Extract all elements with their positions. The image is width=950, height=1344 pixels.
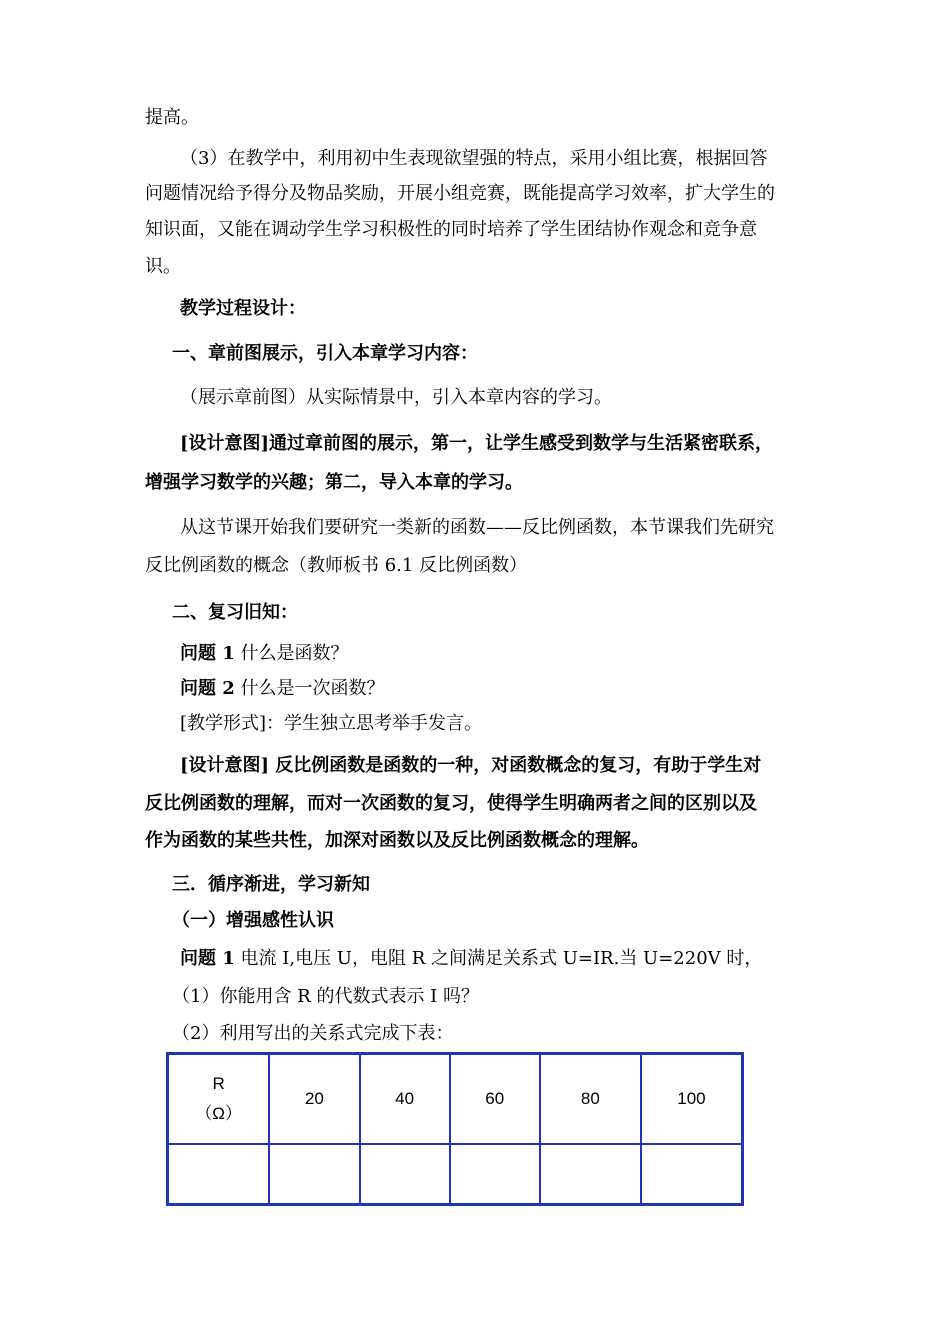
table-input-cell[interactable] <box>540 1144 641 1205</box>
subsection-heading: （一）增强感性认识 <box>172 910 334 931</box>
table-header-cell <box>168 1054 270 1144</box>
design-intent-line: 作为函数的某些共性，加深对函数以及反比例函数概念的理解。 <box>145 830 649 851</box>
resistance-table <box>166 1052 744 1206</box>
table-input-cell[interactable] <box>641 1144 743 1205</box>
table-cell: 80 <box>540 1054 641 1144</box>
question-line <box>180 947 762 971</box>
question-label: 问题 2 <box>180 678 235 699</box>
question-label: 问题 1 <box>180 948 235 969</box>
paragraph-line: 提高。 <box>145 107 199 128</box>
paragraph-line: （3）在教学中，利用初中生表现欲望强的特点，采用小组比赛，根据回答 <box>180 148 768 169</box>
section-heading: 三．循序渐进，学习新知 <box>172 874 370 895</box>
question-line <box>180 642 349 666</box>
section-heading: 二、复习旧知： <box>172 602 298 623</box>
table-input-cell[interactable] <box>269 1144 359 1205</box>
table-row <box>168 1054 743 1144</box>
resistance-unit: （Ω） <box>195 1103 243 1123</box>
table-cell: 20 <box>269 1054 359 1144</box>
design-intent-line: [设计意图]通过章前图的展示，第一，让学生感受到数学与生活紧密联系， <box>180 433 774 454</box>
table-input-cell[interactable] <box>450 1144 540 1205</box>
design-intent-line: 反比例函数的理解，而对一次函数的复习，使得学生明确两者之间的区别以及 <box>145 793 757 814</box>
table-input-cell[interactable] <box>360 1144 450 1205</box>
table-cell: 100 <box>641 1054 743 1144</box>
question-subitem: （1）你能用含 R 的代数式表示 I 吗？ <box>172 986 480 1007</box>
design-intent-line: 增强学习数学的兴趣；第二，导入本章的学习。 <box>145 472 523 493</box>
table-input-cell[interactable] <box>168 1144 270 1205</box>
paragraph-line: 知识面，又能在调动学生学习积极性的同时培养了学生团结协作观念和竞争意 <box>145 219 757 240</box>
table-cell: 40 <box>360 1054 450 1144</box>
paragraph-line: 问题情况给予得分及物品奖励，开展小组竞赛，既能提高学习效率，扩大学生的 <box>145 183 775 204</box>
table-cell: 60 <box>450 1054 540 1144</box>
paragraph-line: [教学形式]：学生独立思考举手发言。 <box>180 713 483 734</box>
table-row <box>168 1144 743 1205</box>
paragraph-line: 识。 <box>145 256 181 277</box>
section-heading: 一、章前图展示，引入本章学习内容： <box>172 343 478 364</box>
question-subitem: （2）利用写出的关系式完成下表： <box>172 1023 454 1044</box>
design-intent-line: [设计意图] 反比例函数是函数的一种，对函数概念的复习，有助于学生对 <box>180 755 762 776</box>
resistance-label: R <box>212 1073 225 1093</box>
question-line <box>180 677 385 701</box>
question-label: 问题 1 <box>180 643 235 664</box>
section-heading: 教学过程设计： <box>180 298 306 319</box>
paragraph-line: 反比例函数的概念（教师板书 6.1 反比例函数） <box>145 555 528 576</box>
paragraph-line: （展示章前图）从实际情景中，引入本章内容的学习。 <box>180 387 612 408</box>
question-text: 电流 I,电压 U，电阻 R 之间满足关系式 U=IR.当 U=220V 时， <box>240 948 763 969</box>
paragraph-line: 从这节课开始我们要研究一类新的函数——反比例函数，本节课我们先研究 <box>180 517 774 538</box>
question-text: 什么是一次函数？ <box>240 678 385 699</box>
question-text: 什么是函数？ <box>240 643 349 664</box>
